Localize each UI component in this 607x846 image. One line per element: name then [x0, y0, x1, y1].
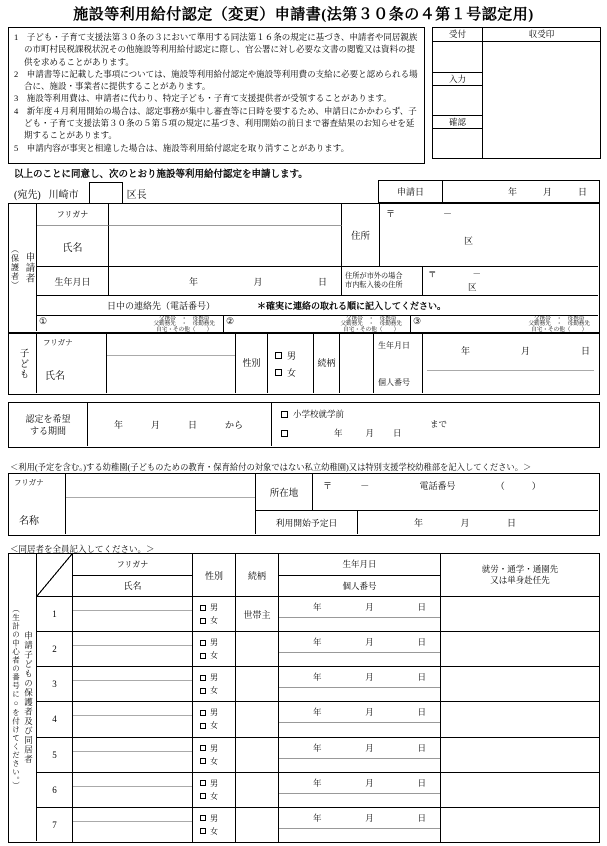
- checkbox-female[interactable]: [200, 618, 206, 624]
- addressee-prefix: (宛先): [14, 189, 41, 201]
- kindergarten-start-input[interactable]: 年 月 日: [414, 518, 516, 528]
- applicant-birthdate-label: 生年月日: [37, 267, 109, 296]
- child-side-label: 子ども: [9, 334, 37, 393]
- kindergarten-phone-paren: （ ）: [495, 481, 541, 491]
- household-relation-header: 続柄: [236, 554, 279, 596]
- kindergarten-header: ＜利用(予定を含む。)する幼稚園(子どものための教育・保育給付の対象ではない私立幼稚園)又は特別支援学校幼稚部を記入してください。＞: [10, 463, 532, 472]
- name-input[interactable]: [73, 808, 193, 842]
- ward-label: 区: [468, 282, 477, 292]
- workplace-input[interactable]: [441, 808, 599, 842]
- applicant-furigana-input[interactable]: [109, 204, 342, 226]
- child-date-labels: [374, 334, 423, 393]
- row-number: 2: [37, 632, 73, 666]
- application-date-label: 申請日: [379, 181, 443, 202]
- row-number: 5: [37, 738, 73, 772]
- birthdate-input[interactable]: 年 月 日: [279, 808, 441, 842]
- period-to-field: [272, 403, 598, 446]
- checkbox-female[interactable]: [200, 793, 206, 799]
- female-option[interactable]: 女: [275, 366, 313, 379]
- child-furigana-label: フリガナ: [43, 338, 73, 347]
- workplace-input[interactable]: [441, 702, 599, 736]
- female-option[interactable]: 女: [200, 791, 235, 802]
- phone-slot-options[interactable]: 父携帯 ・ 母携帯 父勤務先 ・ 母勤務先 自宅・その他（ ）: [153, 316, 215, 333]
- phone-slot-3[interactable]: [411, 316, 598, 333]
- male-option[interactable]: 男: [200, 637, 235, 648]
- application-date-table: [378, 180, 600, 203]
- child-birthdate-input[interactable]: 年 月 日: [423, 334, 598, 393]
- household-section: [8, 553, 600, 843]
- child-name-input[interactable]: [107, 334, 236, 393]
- kindergarten-name-input[interactable]: [66, 474, 256, 534]
- daytime-contact-header: [37, 296, 598, 316]
- female-option[interactable]: 女: [200, 685, 235, 696]
- phone-slot-number: ③: [413, 316, 422, 326]
- year-label: 年: [507, 187, 517, 197]
- applicant-birthdate-input[interactable]: [109, 267, 342, 296]
- household-row: [37, 807, 599, 842]
- child-gender-field: [268, 334, 314, 393]
- name-input[interactable]: [73, 597, 193, 631]
- checkbox-male[interactable]: [275, 352, 282, 359]
- gender-field: [193, 738, 236, 772]
- notes-box: [8, 27, 425, 164]
- period-to-label: まで: [430, 419, 448, 429]
- kindergarten-phone-label: 電話番号: [419, 481, 456, 491]
- contact-header-label: 日中の連絡先（電話番号）: [107, 301, 216, 311]
- stamp-seal-label: 収受印: [483, 28, 600, 42]
- stamp-seal-field[interactable]: [483, 42, 600, 158]
- applicant-transfer-label: 住所が市外の場合 市内転入後の住所: [342, 267, 423, 295]
- household-number-header: [37, 554, 73, 596]
- note-item: 1 子ども・子育て支援法第３０条の３において準用する同法第１６条の規定に基づき、申請者や同居親族の市町村民税課税状況その他施設等利用給付認定に際し、官公署に対し必要な文書の閲覧又は資料の提供を求めることがあります。: [14, 32, 418, 67]
- male-option[interactable]: 男: [200, 707, 235, 718]
- applicant-side-main: 申請者: [23, 251, 34, 284]
- row-number: 1: [37, 597, 73, 631]
- checkbox-male[interactable]: [200, 780, 206, 786]
- kindergarten-start-block: [256, 511, 598, 534]
- child-name-labels: [37, 334, 107, 393]
- name-input[interactable]: [73, 702, 193, 736]
- male-option[interactable]: 男: [200, 743, 235, 754]
- addressee-city: 川崎市: [48, 189, 79, 201]
- child-gender-label: 性別: [236, 334, 268, 393]
- child-name-label: 氏名: [45, 371, 65, 382]
- phone-slot-options[interactable]: 父携帯 ・ 母携帯 父勤務先 ・ 母勤務先 自宅・その他（ ）: [340, 316, 402, 333]
- household-header: ＜同居者を全員記入してください。＞: [10, 544, 155, 554]
- name-input[interactable]: [73, 667, 193, 701]
- name-input[interactable]: [73, 632, 193, 666]
- note-item: 5 申請内容が事実と相違した場合は、施設等利用給付認定を取り消すことがあります。: [14, 142, 350, 153]
- period-from-label: から: [224, 420, 243, 430]
- gender-field: [193, 632, 236, 666]
- applicant-side-label: [9, 204, 37, 331]
- checkbox-female[interactable]: [200, 828, 206, 834]
- applicant-address-block: [342, 204, 598, 267]
- kindergarten-location-block: [256, 474, 598, 511]
- child-relation-label: 続柄: [314, 334, 340, 393]
- month-label: 月: [253, 276, 263, 287]
- household-name-header: フリガナ 氏名: [73, 554, 193, 596]
- postal-mark: 〒: [386, 209, 396, 219]
- household-row: [37, 631, 599, 666]
- household-table: [37, 554, 599, 842]
- stamp-left-column: [433, 28, 483, 158]
- birthdate-input[interactable]: 年 月 日: [279, 667, 441, 701]
- household-work-header: 就労・通学・通園先 又は単身赴任先: [481, 564, 559, 585]
- period-from-field[interactable]: 年 月 日 から: [88, 403, 272, 446]
- male-option[interactable]: 男: [200, 672, 235, 683]
- household-row: [37, 772, 599, 807]
- birthdate-input[interactable]: 年 月 日: [279, 702, 441, 736]
- applicant-name-input[interactable]: [109, 226, 342, 267]
- kindergarten-location-label: 所在地: [256, 474, 313, 510]
- month-label: 月: [542, 187, 552, 197]
- birthdate-input[interactable]: 年 月 日: [279, 773, 441, 807]
- application-date-field[interactable]: [443, 181, 599, 202]
- row-number: 3: [37, 667, 73, 701]
- household-row: [37, 596, 599, 631]
- household-header-row: [37, 554, 599, 596]
- kindergarten-start-label: 利用開始予定日: [256, 511, 358, 534]
- workplace-input[interactable]: [441, 597, 599, 631]
- female-option[interactable]: 女: [200, 826, 235, 837]
- applicant-section: [8, 203, 600, 333]
- gender-field: [193, 773, 236, 807]
- relation-value[interactable]: [236, 773, 279, 807]
- checkbox-male[interactable]: [200, 605, 206, 611]
- female-option[interactable]: 女: [200, 756, 235, 767]
- kindergarten-location-input[interactable]: 〒 － 電話番号 （ ）: [323, 481, 541, 491]
- relation-value[interactable]: [236, 738, 279, 772]
- relation-value[interactable]: [236, 808, 279, 842]
- checkbox-female[interactable]: [275, 369, 282, 376]
- household-gender-header: 性別: [193, 554, 236, 596]
- preschool-option[interactable]: 小学校就学前: [281, 408, 344, 420]
- phone-slot-options[interactable]: 父携帯 ・ 母携帯 父勤務先 ・ 母勤務先 自宅・その他（ ）: [528, 316, 590, 333]
- stamp-confirm-label: 確認: [433, 116, 482, 129]
- note-item: 4 新年度４月利用開始の場合は、認定事務が集中し審査等に日時を要するため、申請日にかかわらず、子ども・子育て支援法第３０条の５第５項の規定に基づき、利用開始の前日まで審査結果のお知らせを延期することがあります。: [14, 105, 417, 141]
- stamp-confirm-field[interactable]: [433, 129, 482, 158]
- gender-field: [193, 597, 236, 631]
- addressee-line: [14, 182, 147, 204]
- birthdate-input[interactable]: 年 月 日: [279, 597, 441, 631]
- phone-slot-number: ②: [226, 316, 235, 326]
- relation-value[interactable]: [236, 702, 279, 736]
- checkbox-preschool[interactable]: [281, 411, 288, 418]
- phone-slot-number: ①: [39, 316, 48, 326]
- male-option[interactable]: 男: [200, 778, 235, 789]
- checkbox-female[interactable]: [200, 723, 206, 729]
- name-input[interactable]: [73, 773, 193, 807]
- stamp-input-field[interactable]: [433, 86, 482, 116]
- female-option[interactable]: 女: [200, 720, 235, 731]
- male-option[interactable]: 男: [275, 349, 313, 362]
- checkbox-date[interactable]: [281, 430, 288, 437]
- postal-dash: －: [443, 209, 453, 219]
- period-label: 認定を希望 する期間: [9, 403, 88, 446]
- applicant-furigana-label: フリガナ: [37, 204, 109, 226]
- household-row: [37, 737, 599, 772]
- kindergarten-section: [8, 473, 600, 536]
- postal-mark: 〒: [428, 269, 437, 279]
- day-label: 日: [577, 187, 587, 197]
- checkbox-male[interactable]: [200, 745, 206, 751]
- stamp-right-column: [483, 28, 600, 158]
- stamp-reception-label: 受付: [433, 28, 482, 42]
- relation-value[interactable]: [236, 667, 279, 701]
- household-side-sub: （生計の中心者の番号に○を付けてください。）: [11, 605, 21, 790]
- male-option[interactable]: 男: [200, 813, 235, 824]
- stamp-table: [432, 27, 601, 159]
- stamp-reception-field[interactable]: [433, 42, 482, 73]
- workplace-input[interactable]: [441, 738, 599, 772]
- birthdate-input[interactable]: 年 月 日: [279, 738, 441, 772]
- female-option[interactable]: 女: [200, 650, 235, 661]
- contact-note: ＊確実に連絡の取れる順に記入してください。: [257, 301, 447, 311]
- child-section: [8, 333, 600, 395]
- birthdate-input[interactable]: 年 月 日: [279, 632, 441, 666]
- note-item: 2 申請書等に記載した事項については、施設等利用給付認定や施設等利用費の支給に必要と認められる場合に、施設・事業者に提供することがあります。: [14, 68, 418, 92]
- kindergarten-name-label: 名称: [19, 516, 39, 527]
- phone-slots-row: [37, 316, 598, 331]
- addressee-suffix: 区長: [126, 189, 147, 201]
- child-relation-input[interactable]: [340, 334, 374, 393]
- day-label: 日: [317, 276, 327, 287]
- gender-field: [193, 667, 236, 701]
- phone-slot-1[interactable]: [37, 316, 224, 333]
- name-input[interactable]: [73, 738, 193, 772]
- row-number: 7: [37, 808, 73, 842]
- relation-value[interactable]: 世帯主: [236, 597, 279, 631]
- applicant-address-input[interactable]: [380, 204, 598, 266]
- household-row: [37, 666, 599, 701]
- child-personal-no-label: 個人番号: [378, 378, 410, 387]
- workplace-input[interactable]: [441, 632, 599, 666]
- applicant-address-label: 住所: [342, 204, 380, 266]
- workplace-input[interactable]: [441, 667, 599, 701]
- phone-slot-2[interactable]: [224, 316, 411, 333]
- household-side-label: [9, 554, 37, 841]
- form-title: 施設等利用給付認定（変更）申請書(法第３０条の４第１号認定用): [73, 7, 534, 23]
- workplace-input[interactable]: [441, 773, 599, 807]
- checkbox-male[interactable]: [200, 815, 206, 821]
- gender-field: [193, 702, 236, 736]
- female-option[interactable]: 女: [200, 615, 235, 626]
- stamp-input-label: 入力: [433, 73, 482, 86]
- applicant-transfer-block: [342, 267, 598, 296]
- household-side-main: 申請子どもの保護者及び同居者: [23, 631, 34, 764]
- household-row: [37, 701, 599, 736]
- checkbox-female[interactable]: [200, 758, 206, 764]
- checkbox-female[interactable]: [200, 653, 206, 659]
- applicant-side-sub: （保護者）: [10, 245, 20, 290]
- checkbox-male[interactable]: [200, 675, 206, 681]
- household-birthdate-header: 生年月日 個人番号: [279, 554, 441, 596]
- postal-dash: －: [472, 269, 482, 279]
- checkbox-female[interactable]: [200, 688, 206, 694]
- row-number: 6: [37, 773, 73, 807]
- checkbox-male[interactable]: [200, 710, 206, 716]
- note-item: 3 施設等利用費は、申請者に代わり、特定子ども・子育て支援提供者が受領することがあります。: [14, 93, 392, 104]
- child-birthdate-label: 生年月日: [378, 341, 410, 350]
- relation-value[interactable]: [236, 632, 279, 666]
- ward-label: 区: [464, 236, 474, 246]
- period-section: [8, 402, 600, 448]
- date-option[interactable]: 年 月 日: [281, 427, 402, 439]
- row-number: 4: [37, 702, 73, 736]
- consent-statement: 以上のことに同意し、次のとおり施設等利用給付認定を申請します。: [14, 170, 308, 180]
- ward-name-input[interactable]: [89, 182, 123, 204]
- year-label: 年: [189, 276, 199, 287]
- gender-field: [193, 808, 236, 842]
- applicant-name-label: 氏名: [37, 226, 109, 267]
- kindergarten-name-labels: フリガナ 名称: [9, 474, 66, 534]
- male-option[interactable]: 男: [200, 602, 235, 613]
- applicant-transfer-input[interactable]: [423, 267, 598, 295]
- checkbox-male[interactable]: [200, 640, 206, 646]
